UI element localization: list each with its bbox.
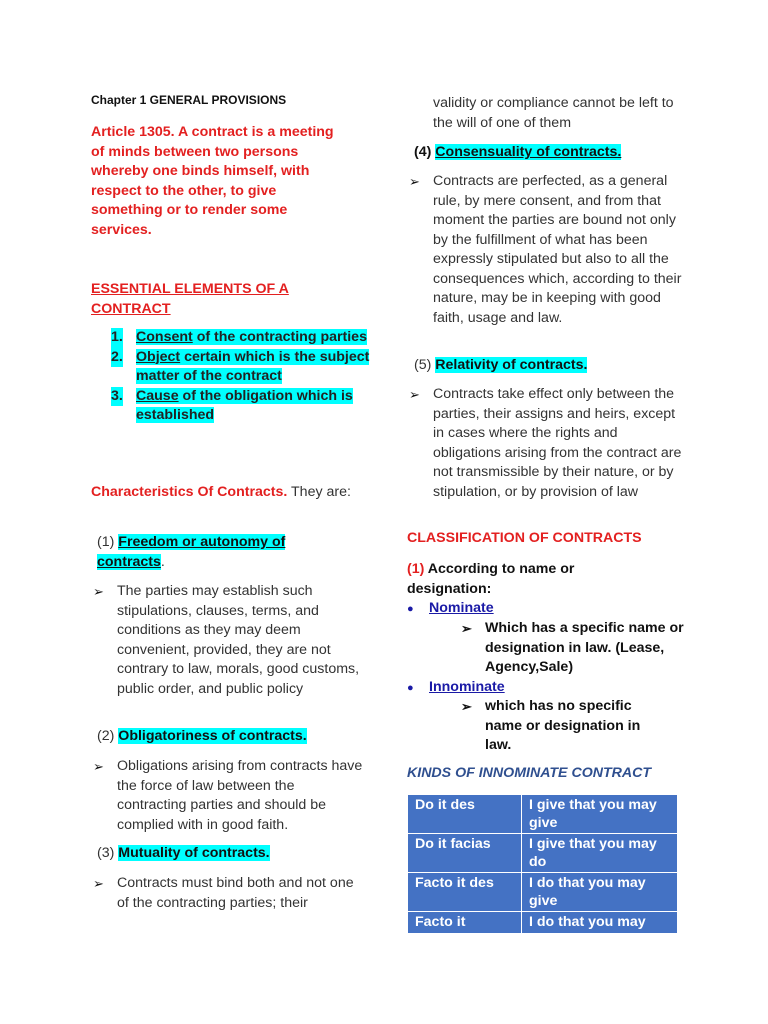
element-rest: certain which is the subject matter of the contract xyxy=(136,348,370,384)
round-bullet-icon: ● xyxy=(407,682,414,694)
bullet-text: Contracts must bind both and not one of the contracting parties; their xyxy=(117,875,354,911)
table-cell-meaning: I give that you may give xyxy=(522,795,678,834)
table-cell-meaning: I do that you may xyxy=(522,912,678,934)
table-cell-kind: Facto it des xyxy=(408,873,522,912)
char-title: Mutuality of contracts. xyxy=(118,845,270,861)
characteristic-4-text xyxy=(409,172,683,328)
chapter-heading: Chapter 1 GENERAL PROVISIONS xyxy=(91,93,287,107)
innominate-item xyxy=(407,678,505,699)
arrowhead-bullet-icon: ➢ xyxy=(409,174,420,189)
bullet-text: Obligations arising from contracts have the force of law between the contracting parties and should be complied with in good faith. xyxy=(117,758,363,833)
element-rest: of the obligation which is established xyxy=(136,387,353,423)
char-num: (3) xyxy=(97,845,119,861)
nominate-item xyxy=(407,599,494,620)
characteristic-3-text xyxy=(93,874,367,913)
according-to-name xyxy=(407,560,627,599)
arrowhead-bullet-icon: ➢ xyxy=(93,759,104,774)
characteristic-5-text xyxy=(409,385,683,502)
nominate-label: Nominate xyxy=(429,600,494,616)
characteristic-2-text xyxy=(93,757,367,835)
list-number: 2. xyxy=(111,348,123,368)
characteristic-2-heading xyxy=(97,727,307,747)
bullet-text: Contracts are perfected, as a general rule, by mere consent, and from that moment the parties are bound not only by the fulfillment of what has been expressly stipulated but also to all the consequences which, according to their nature, may be in keeping with good faith, usage and law. xyxy=(433,173,682,326)
table-row xyxy=(408,834,678,873)
char-title: Obligatoriness of contracts. xyxy=(118,728,307,744)
characteristic-3-continued: validity or compliance cannot be left to the will of one of them xyxy=(433,95,674,131)
nominate-desc xyxy=(461,619,685,678)
table-row xyxy=(408,912,678,934)
kinds-table xyxy=(407,794,678,934)
char-title: Freedom or autonomy of contracts xyxy=(97,534,286,570)
essential-elements-heading xyxy=(91,280,321,319)
elements-list xyxy=(111,328,371,426)
article-1305: Article 1305. A contract is a meeting of minds between two persons whereby one binds himself, with respect to the other, to give something or to render some services. xyxy=(91,124,334,238)
char-num: (5) xyxy=(414,357,436,373)
table-row xyxy=(408,873,678,912)
characteristic-5-heading xyxy=(414,356,587,376)
table-cell-meaning: I give that you may do xyxy=(522,834,678,873)
table-cell-kind: Facto it xyxy=(408,912,522,934)
arrowhead-bullet-icon: ➢ xyxy=(93,584,104,599)
characteristic-4-heading xyxy=(414,143,621,163)
kinds-heading: KINDS OF INNOMINATE CONTRACT xyxy=(407,765,652,781)
characteristics-rest: They are: xyxy=(287,484,351,500)
element-key: Object xyxy=(136,348,181,365)
char-num: (2) xyxy=(97,728,119,744)
arrowhead-bullet-icon: ➢ xyxy=(461,621,472,636)
char-title: Consensuality of contracts. xyxy=(435,144,622,160)
classification-heading: CLASSIFICATION OF CONTRACTS xyxy=(407,530,642,546)
bullet-text: which has no specific name or designation in law. xyxy=(485,698,641,753)
table-cell-kind: Do it des xyxy=(408,795,522,834)
arrowhead-bullet-icon: ➢ xyxy=(461,699,472,714)
innominate-desc xyxy=(461,697,665,756)
element-key: Cause xyxy=(136,387,179,404)
innominate-label: Innominate xyxy=(429,679,505,695)
characteristic-1-text xyxy=(93,582,367,699)
list-number: 3. xyxy=(111,387,123,407)
round-bullet-icon: ● xyxy=(407,603,414,615)
table-row xyxy=(408,795,678,834)
characteristics-intro xyxy=(91,483,351,503)
char-title: Relativity of contracts. xyxy=(435,357,588,373)
element-key: Consent xyxy=(136,329,193,345)
bullet-text: The parties may establish such stipulations, clauses, terms, and conditions as they may deem convenient, provided, they are not contrary to law, morals, good customs, public order, and public policy xyxy=(117,583,360,697)
table-cell-kind: Do it facias xyxy=(408,834,522,873)
essential-elements-heading-text: ESSENTIAL ELEMENTS OF A CONTRACT xyxy=(91,281,289,317)
acc-text: According to name or designation: xyxy=(407,561,575,597)
char-tail: . xyxy=(160,553,165,570)
list-item xyxy=(111,328,371,348)
characteristic-1-heading xyxy=(97,533,337,572)
bullet-text: Contracts take effect only between the parties, their assigns and heirs, except in cases where the rights and obligations arising from the contract are not transmissible by their nature, or by stipulation, or by provision of law xyxy=(433,386,682,500)
char-num: (1) xyxy=(97,534,119,550)
list-item xyxy=(111,387,371,426)
arrowhead-bullet-icon: ➢ xyxy=(409,387,420,402)
characteristic-3-heading xyxy=(97,844,270,864)
char-num: (4) xyxy=(414,144,436,160)
element-rest: of the contracting parties xyxy=(192,329,367,345)
acc-num: (1) xyxy=(407,561,425,577)
bullet-text: Which has a specific name or designation in law. (Lease, Agency,Sale) xyxy=(485,620,684,675)
list-number: 1. xyxy=(111,328,123,348)
table-cell-meaning: I do that you may give xyxy=(522,873,678,912)
list-item xyxy=(111,348,371,387)
arrowhead-bullet-icon: ➢ xyxy=(93,876,104,891)
characteristics-label: Characteristics Of Contracts. xyxy=(91,484,288,500)
